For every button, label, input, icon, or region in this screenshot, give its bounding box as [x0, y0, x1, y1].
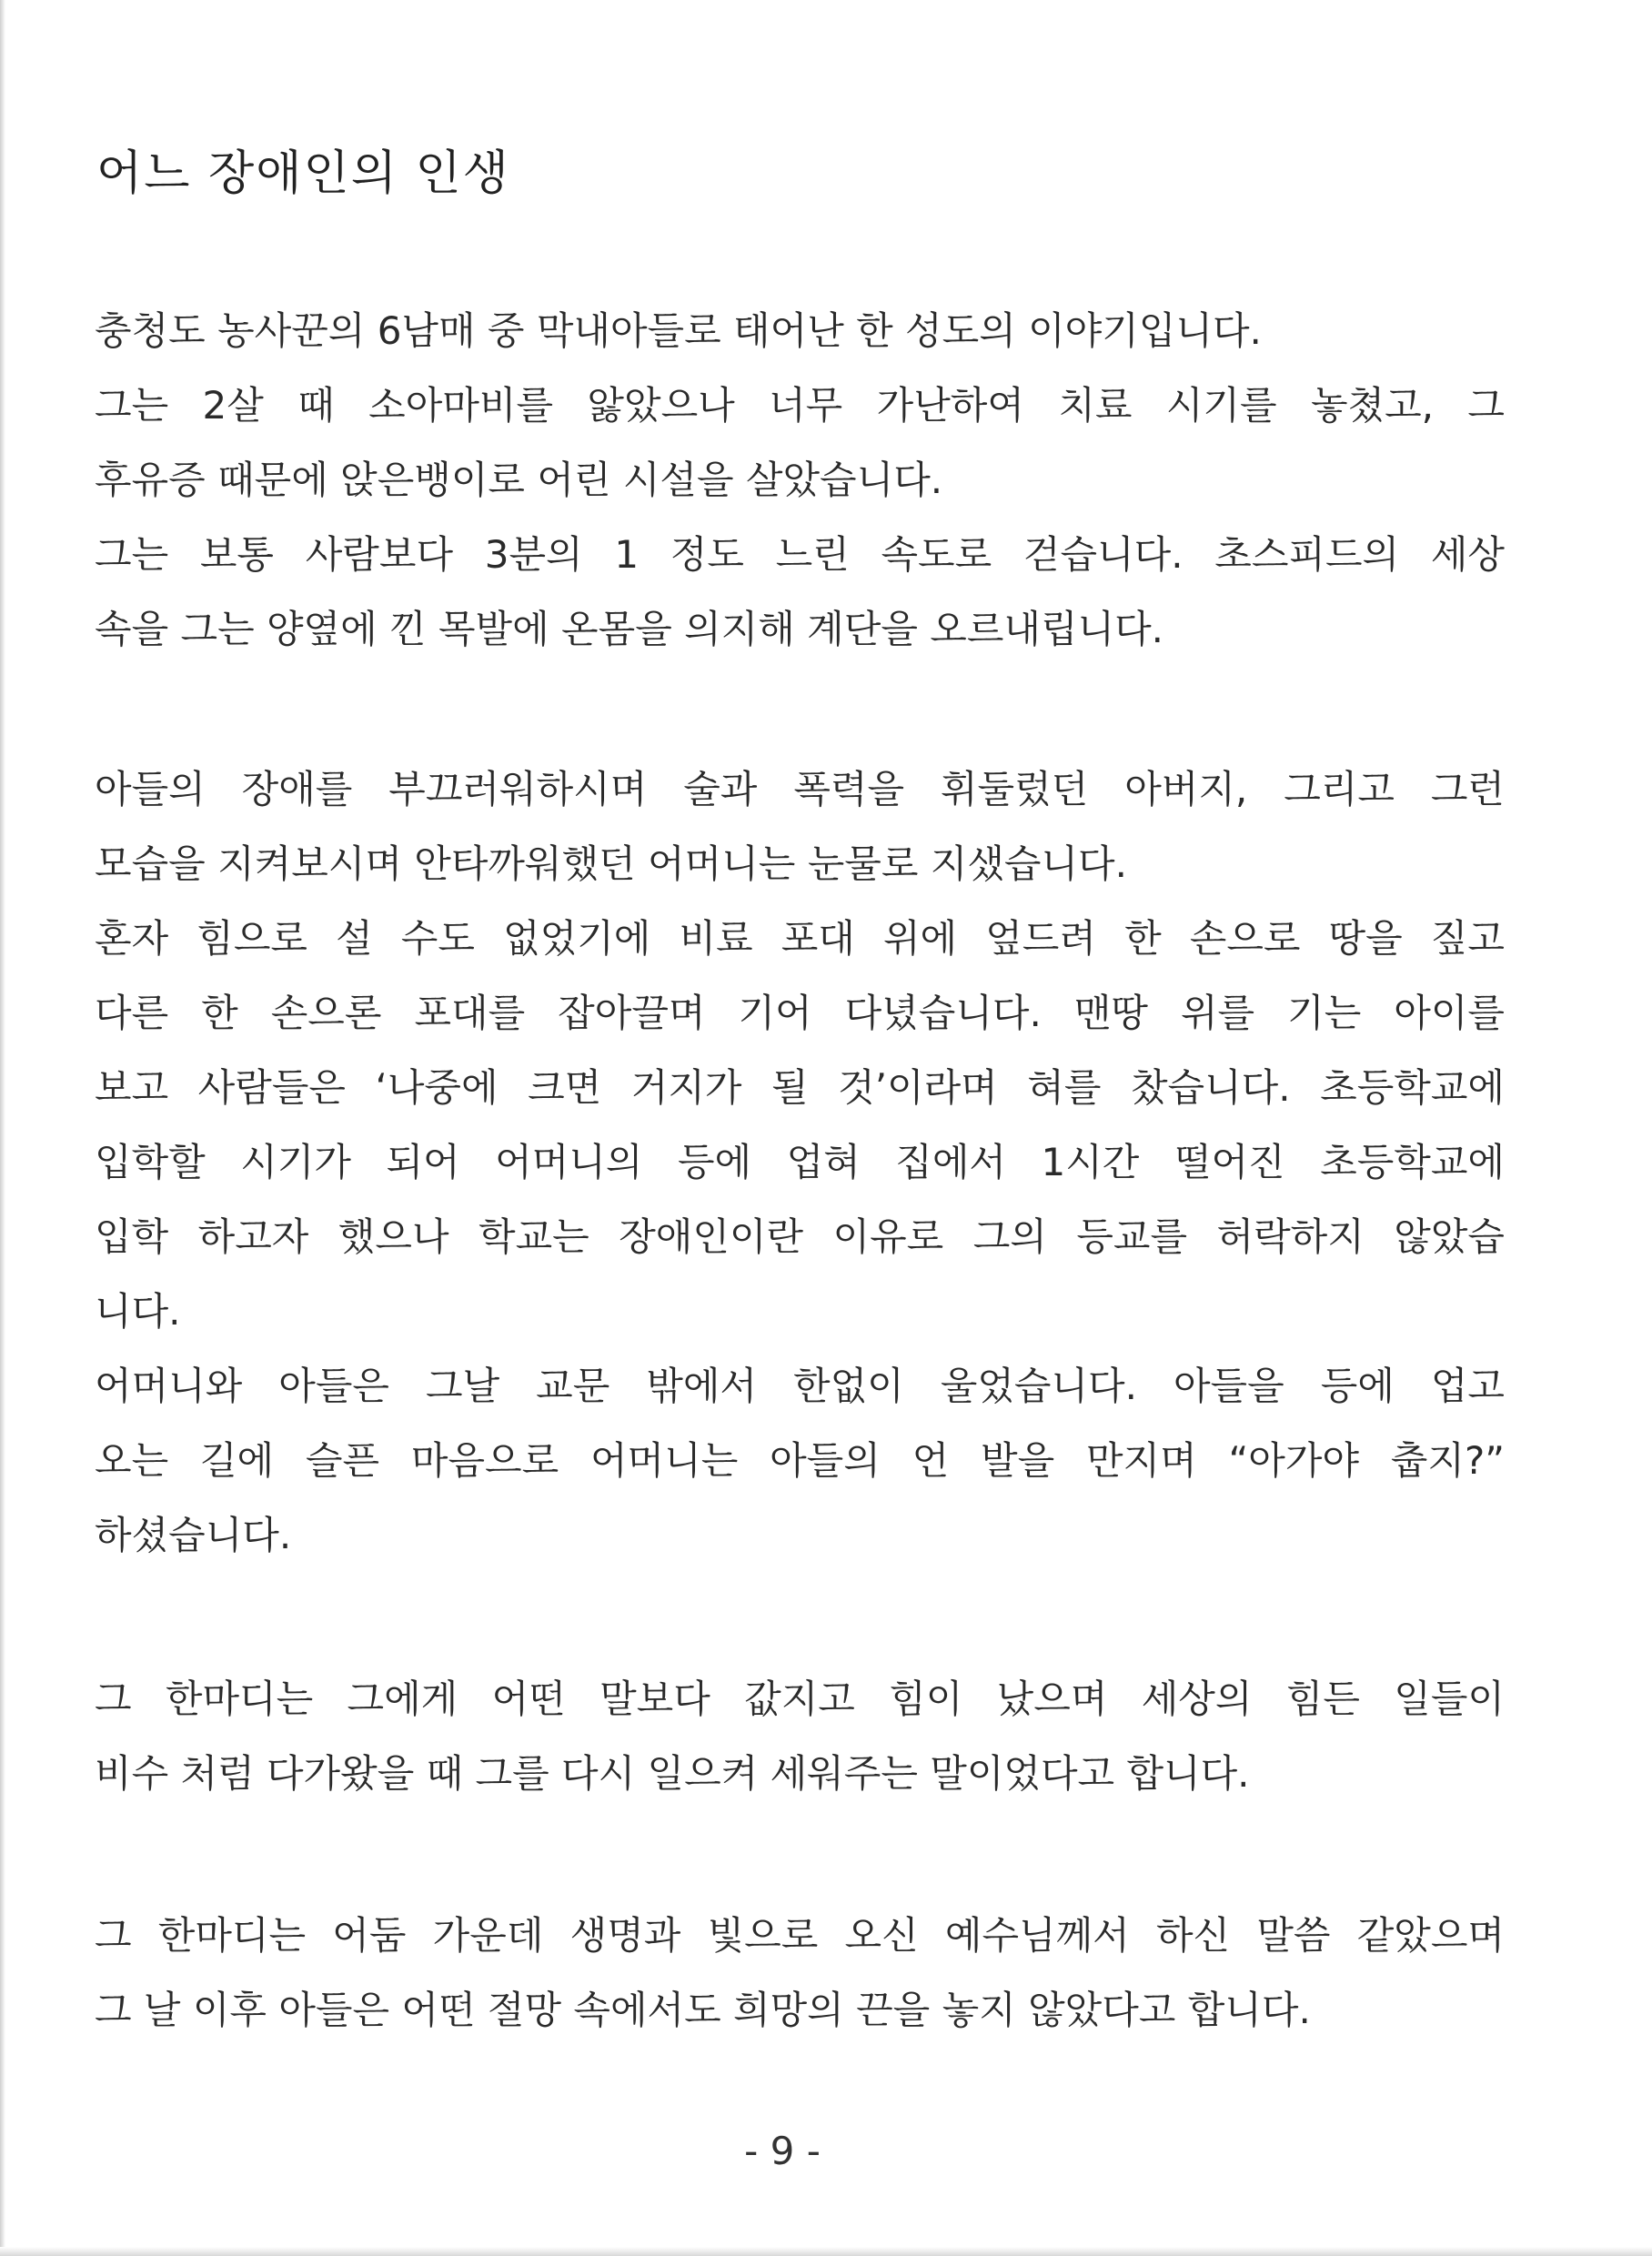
text-line-1: 충청도 농사꾼의 6남매 중 막내아들로 태어난 한 성도의 이야기입니다. — [95, 308, 1262, 353]
text-line-7: 모습을 지켜보시며 안타까워했던 어머니는 눈물로 지샜습니다. — [95, 841, 1127, 886]
scan-bottom-edge — [0, 2247, 1652, 2256]
scan-left-edge — [0, 0, 5, 2256]
text-line-11: 입학할 시기가 되어 어머니의 등에 업혀 집에서 1시간 떨어진 초등학교에 — [95, 1140, 1505, 1184]
text-line-20: 그 날 이후 아들은 어떤 절망 속에서도 희망의 끈을 놓지 않았다고 합니다. — [95, 1988, 1311, 2032]
text-line-15: 오는 길에 슬픈 마음으로 어머니는 아들의 언 발을 만지며 “아가야 춥지?” — [95, 1438, 1505, 1483]
text-line-4: 그는 보통 사람보다 3분의 1 정도 느린 속도로 걷습니다. 초스피드의 세상 — [95, 532, 1505, 577]
text-line-9: 다른 한 손으론 포대를 잡아끌며 기어 다녔습니다. 맨땅 위를 기는 아이를 — [95, 991, 1505, 1035]
document-title: 어느 장애인의 인생 — [96, 146, 510, 201]
text-line-6: 아들의 장애를 부끄러워하시며 술과 폭력을 휘둘렀던 아버지, 그리고 그런 — [95, 767, 1505, 811]
text-line-10: 보고 사람들은 ‘나중에 크면 거지가 될 것’이라며 혀를 찼습니다. 초등학교에 — [95, 1065, 1505, 1110]
text-line-5: 속을 그는 양옆에 낀 목발에 온몸을 의지해 계단을 오르내립니다. — [95, 607, 1164, 651]
text-line-17: 그 한마디는 그에게 어떤 말보다 값지고 힘이 났으며 세상의 힘든 일들이 — [95, 1677, 1505, 1721]
text-line-13: 니다. — [95, 1289, 181, 1334]
page-number: - 9 - — [744, 2129, 821, 2173]
text-line-3: 후유증 때문에 앉은뱅이로 어린 시설을 살았습니다. — [95, 458, 943, 502]
text-line-14: 어머니와 아들은 그날 교문 밖에서 한없이 울었습니다. 아들을 등에 업고 — [95, 1364, 1505, 1408]
text-line-2: 그는 2살 때 소아마비를 앓았으나 너무 가난하여 치료 시기를 놓쳤고, 그 — [95, 383, 1505, 428]
text-line-18: 비수 처럼 다가왔을 때 그를 다시 일으켜 세워주는 말이었다고 합니다. — [95, 1751, 1250, 1796]
text-line-19: 그 한마디는 어둠 가운데 생명과 빛으로 오신 예수님께서 하신 말씀 같았으며 — [95, 1913, 1505, 1958]
text-line-8: 혼자 힘으로 설 수도 없었기에 비료 포대 위에 엎드려 한 손으로 땅을 짚고 — [95, 916, 1505, 961]
text-line-16: 하셨습니다. — [95, 1513, 292, 1557]
text-line-12: 입학 하고자 했으나 학교는 장애인이란 이유로 그의 등교를 허락하지 않았습 — [95, 1214, 1505, 1259]
